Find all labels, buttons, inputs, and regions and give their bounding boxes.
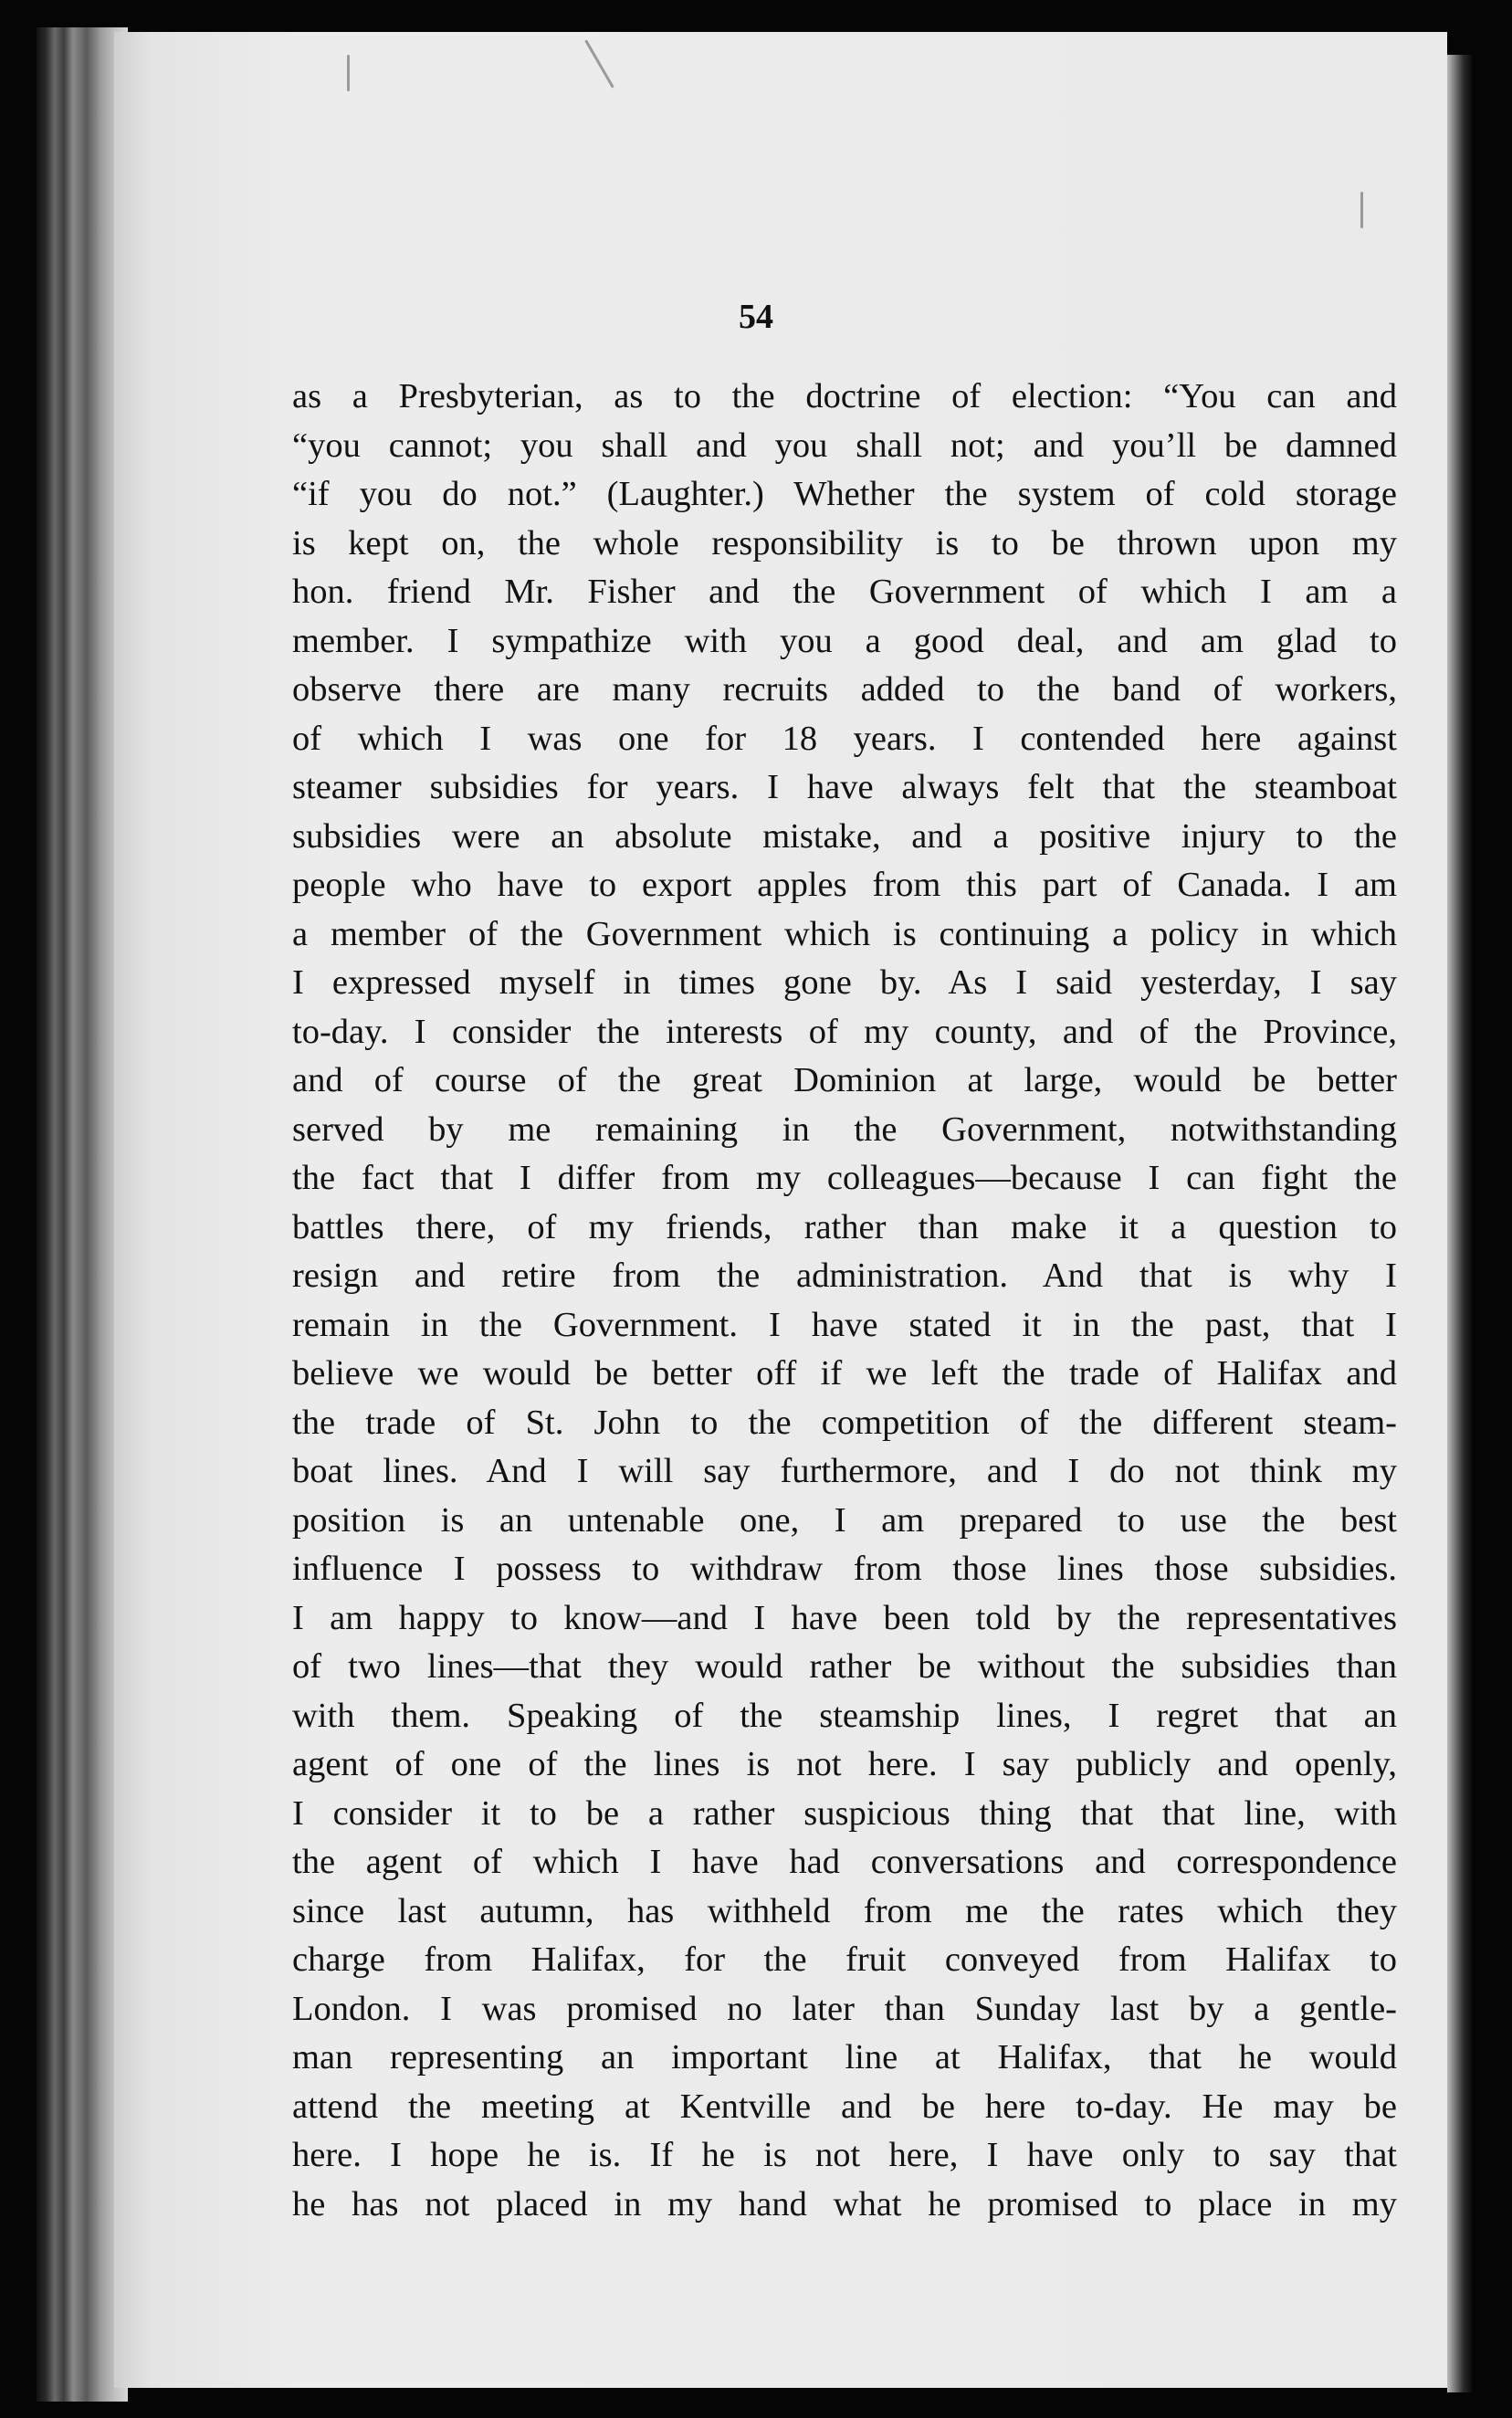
text-line: boat lines. And I will say furthermore, and I do not think my xyxy=(292,1452,1397,1490)
text-line: as a Presbyterian, as to the doctrine of election: “You can and xyxy=(292,377,1397,415)
text-line: of two lines—that they would rather be without the subsidies than xyxy=(292,1647,1397,1686)
text-line: of which I was one for 18 years. I contended here against xyxy=(292,719,1397,758)
text-line: a member of the Government which is continuing a policy in which xyxy=(292,914,1397,953)
text-line: since last autumn, has withheld from me the rates which they xyxy=(292,1891,1397,1930)
text-line: “you cannot; you shall and you shall not; and you’ll be damned xyxy=(292,426,1397,465)
text-line: member. I sympathize with you a good deal, and am glad to xyxy=(292,621,1397,660)
text-line: subsidies were an absolute mistake, and a positive injury to the xyxy=(292,816,1397,856)
text-line: the fact that I differ from my colleagues—because I can fight the xyxy=(292,1159,1397,1197)
text-line: I consider it to be a rather suspicious thing that that line, with xyxy=(292,1793,1397,1833)
text-line: steamer subsidies for years. I have always felt that the steamboat xyxy=(292,768,1397,806)
text-line: agent of one of the lines is not here. I say publicly and openly, xyxy=(292,1745,1397,1783)
page-number: 54 xyxy=(739,298,773,336)
body-text xyxy=(292,373,1397,2229)
scan-mark xyxy=(347,55,350,91)
text-line: I am happy to know—and I have been told by the representatives xyxy=(292,1598,1397,1637)
text-line: here. I hope he is. If he is not here, I have only to say that xyxy=(292,2136,1397,2174)
text-line: the agent of which I have had conversations and correspondence xyxy=(292,1843,1397,1881)
text-line: people who have to export apples from this part of Canada. I am xyxy=(292,866,1397,904)
scan-mark xyxy=(1360,192,1363,228)
text-line: influence I possess to withdraw from those lines those subsidies. xyxy=(292,1550,1397,1588)
text-line: observe there are many recruits added to the band of workers, xyxy=(292,670,1397,709)
text-line: London. I was promised no later than Sunday last by a gentle- xyxy=(292,1989,1397,2028)
text-line: believe we would be better off if we left the trade of Halifax and xyxy=(292,1354,1397,1393)
text-line: with them. Speaking of the steamship lines, I regret that an xyxy=(292,1696,1397,1735)
text-line: battles there, of my friends, rather than make it a question to xyxy=(292,1207,1397,1246)
text-line: he has not placed in my hand what he promised to place in my xyxy=(292,2184,1397,2224)
text-line: to-day. I consider the interests of my county, and of the Province, xyxy=(292,1012,1397,1051)
text-line: the trade of St. John to the competition of the different steam- xyxy=(292,1403,1397,1442)
text-line: and of course of the great Dominion at large, would be better xyxy=(292,1061,1397,1099)
text-line: hon. friend Mr. Fisher and the Government of which I am a xyxy=(292,573,1397,611)
text-line: is kept on, the whole responsibility is to be thrown upon my xyxy=(292,523,1397,562)
text-line: attend the meeting at Kentville and be here to-day. He may be xyxy=(292,2087,1397,2126)
text-line: served by me remaining in the Government, notwithstanding xyxy=(292,1109,1397,1149)
page-right-edge xyxy=(1447,55,1475,2392)
text-line: position is an untenable one, I am prepared to use the best xyxy=(292,1500,1397,1540)
text-line: “if you do not.” (Laughter.) Whether the system of cold storage xyxy=(292,475,1397,513)
text-line: remain in the Government. I have stated it in the past, that I xyxy=(292,1305,1397,1344)
text-line: charge from Halifax, for the fruit conveyed from Halifax to xyxy=(292,1940,1397,1979)
text-line: resign and retire from the administration. And that is why I xyxy=(292,1256,1397,1295)
text-line: I expressed myself in times gone by. As I said yesterday, I say xyxy=(292,963,1397,1002)
text-line: man representing an important line at Halifax, that he would xyxy=(292,2038,1397,2076)
